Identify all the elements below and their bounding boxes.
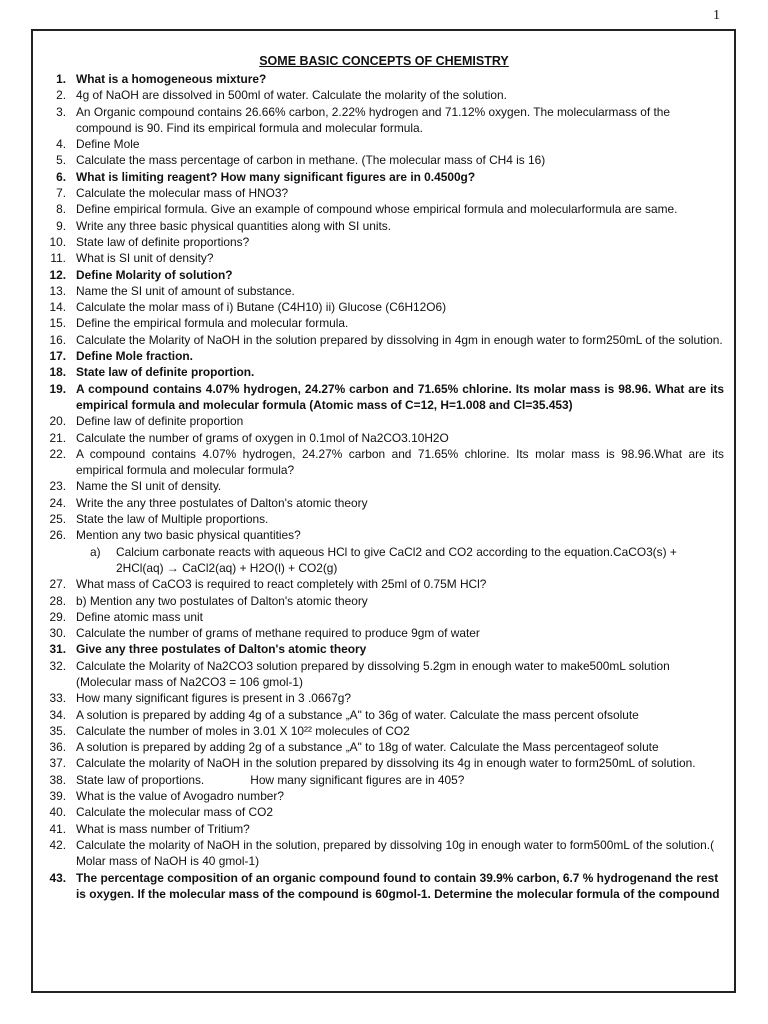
question-item: 23. Name the SI unit of density. xyxy=(49,479,222,494)
question-item: 13. Name the SI unit of amount of substance. xyxy=(49,283,295,298)
question-item: 25. State the law of Multiple proportions. xyxy=(49,512,269,527)
question-item: 4. Define Mole xyxy=(56,137,140,152)
question-item: 6. What is limiting reagent? How many significant figures are in 0.4500g? xyxy=(56,169,476,184)
question-item: 30. Calculate the number of grams of methane required to produce 9gm of water xyxy=(49,626,480,641)
question-item: 16. Calculate the Molarity of NaOH in the solution prepared by dissolving in 4gm in enough water to form250mL of the solution. xyxy=(49,332,723,347)
question-item: 20. Define law of definite proportion xyxy=(49,414,244,429)
question-item: 27. What mass of CaCO3 is required to react completely with 25ml of 0.75M HCl? xyxy=(49,577,487,592)
question-item: 37. Calculate the molarity of NaOH in the solution prepared by dissolving its 4g in enough water to form250mL of solution. xyxy=(49,756,696,771)
equation-line-1: Calcium carbonate reacts with aqueous HCl to give CaCl2 and CO2 according to the equation.CaCO3(s) + xyxy=(116,544,677,559)
question-item: 32. Calculate the Molarity of Na2CO3 solution prepared by dissolving 5.2gm in enough water to make500mL solution (Molecular mass of Na2CO3 = 106 gmol-1) xyxy=(49,658,670,689)
question-item: 7. Calculate the molecular mass of HNO3? xyxy=(56,186,289,201)
question-item: 1. What is a homogeneous mixture? xyxy=(56,72,267,86)
question-item: 26. Mention any two basic physical quantities? xyxy=(49,528,301,543)
question-item: 36. A solution is prepared by adding 2g of a substance „A" to 18g of water. Calculate the Mass percentageof solute xyxy=(49,740,659,755)
question-sub-item xyxy=(34,544,724,577)
question-item: 22. A compound contains 4.07% hydrogen, 24.27% carbon and 71.65% chlorine. Its molar mass is 98.96.What are its empirical formula and molecular formula? xyxy=(49,446,724,478)
question-item: 15. Define the empirical formula and molecular formula. xyxy=(49,316,349,331)
question-item: 18. State law of definite proportion. xyxy=(49,365,255,380)
page-title: SOME BASIC CONCEPTS OF CHEMISTRY xyxy=(259,54,509,68)
question-item: 29. Define atomic mass unit xyxy=(49,609,203,624)
question-item: 31. Give any three postulates of Dalton's atomic theory xyxy=(49,642,367,657)
question-item: 14. Calculate the molar mass of i) Butane (C4H10) ii) Glucose (C6H12O6) xyxy=(49,300,447,315)
equation-line-2: 2HCl(aq) → CaCl2(aq) + H2O(l) + CO2(g) xyxy=(116,560,338,575)
question-item: 43. The percentage composition of an organic compound found to contain 39.9% carbon, 6.7 % hydrogenand the rest is oxygen. If the molecular mass of the compound is 60gmol-1. Determine the molecular formula of the compound xyxy=(49,870,720,901)
question-item: 11. What is SI unit of density? xyxy=(50,251,214,266)
question-item: 41. What is mass number of Tritium? xyxy=(49,821,250,836)
question-item: 28. b) Mention any two postulates of Dalton's atomic theory xyxy=(49,593,368,608)
question-item: 8. Define empirical formula. Give an example of compound whose empirical formula and molecularformula are same. xyxy=(56,202,678,217)
question-list xyxy=(34,71,724,902)
question-item: 40. Calculate the molecular mass of CO2 xyxy=(49,805,273,820)
question-item: 2. 4g of NaOH are dissolved in 500ml of water. Calculate the molarity of the solution. xyxy=(56,88,507,103)
equation-block: a) Calcium carbonate reacts with aqueous HCl to give CaCl2 and CO2 according to the equation.CaCO3(s) + xyxy=(90,544,677,559)
question-item: 24. Write the any three postulates of Dalton's atomic theory xyxy=(49,495,368,510)
question-item: 17. Define Mole fraction. xyxy=(49,349,193,364)
question-item: 35. Calculate the number of moles in 3.01 X 10²² molecules of CO2 xyxy=(49,723,410,738)
question-item: 9. Write any three basic physical quantities along with SI units. xyxy=(56,218,392,233)
question-item: 19. A compound contains 4.07% hydrogen, 24.27% carbon and 71.65% chlorine. Its molar mass is 98.96. What are its empirical formula and molecular formula (Atomic mass of C=12, H=1.008 and Cl=35.453) xyxy=(49,381,724,412)
question-item: 3. An Organic compound contains 26.66% carbon, 2.22% hydrogen and 71.12% oxygen. The molecularmass of the compound is 90. Find its empirical formula and molecular formula. xyxy=(56,104,671,135)
page-number: 1 xyxy=(713,8,720,23)
question-item: 10. State law of definite proportions? xyxy=(49,234,250,249)
question-item: 42. Calculate the molarity of NaOH in the solution, prepared by dissolving 10g in enough water to form500mL of the solution.( Molar mass of NaOH is 40 gmol-1) xyxy=(49,837,715,869)
question-item: 38. State law of proportions. How many significant figures are in 405? xyxy=(49,772,465,787)
question-item: 39. What is the value of Avogadro number? xyxy=(49,789,284,804)
question-item: 33. How many significant figures is present in 3 .0667g? xyxy=(49,691,351,706)
question-item: 5. Calculate the mass percentage of carbon in methane. (The molecular mass of CH4 is 16) xyxy=(56,153,546,168)
question-item: 34. A solution is prepared by adding 4g of a substance „A" to 36g of water. Calculate the mass percent ofsolute xyxy=(49,707,639,722)
question-item: 12. Define Molarity of solution? xyxy=(49,267,233,282)
question-item: 21. Calculate the number of grams of oxygen in 0.1mol of Na2CO3.10H2O xyxy=(49,430,449,445)
